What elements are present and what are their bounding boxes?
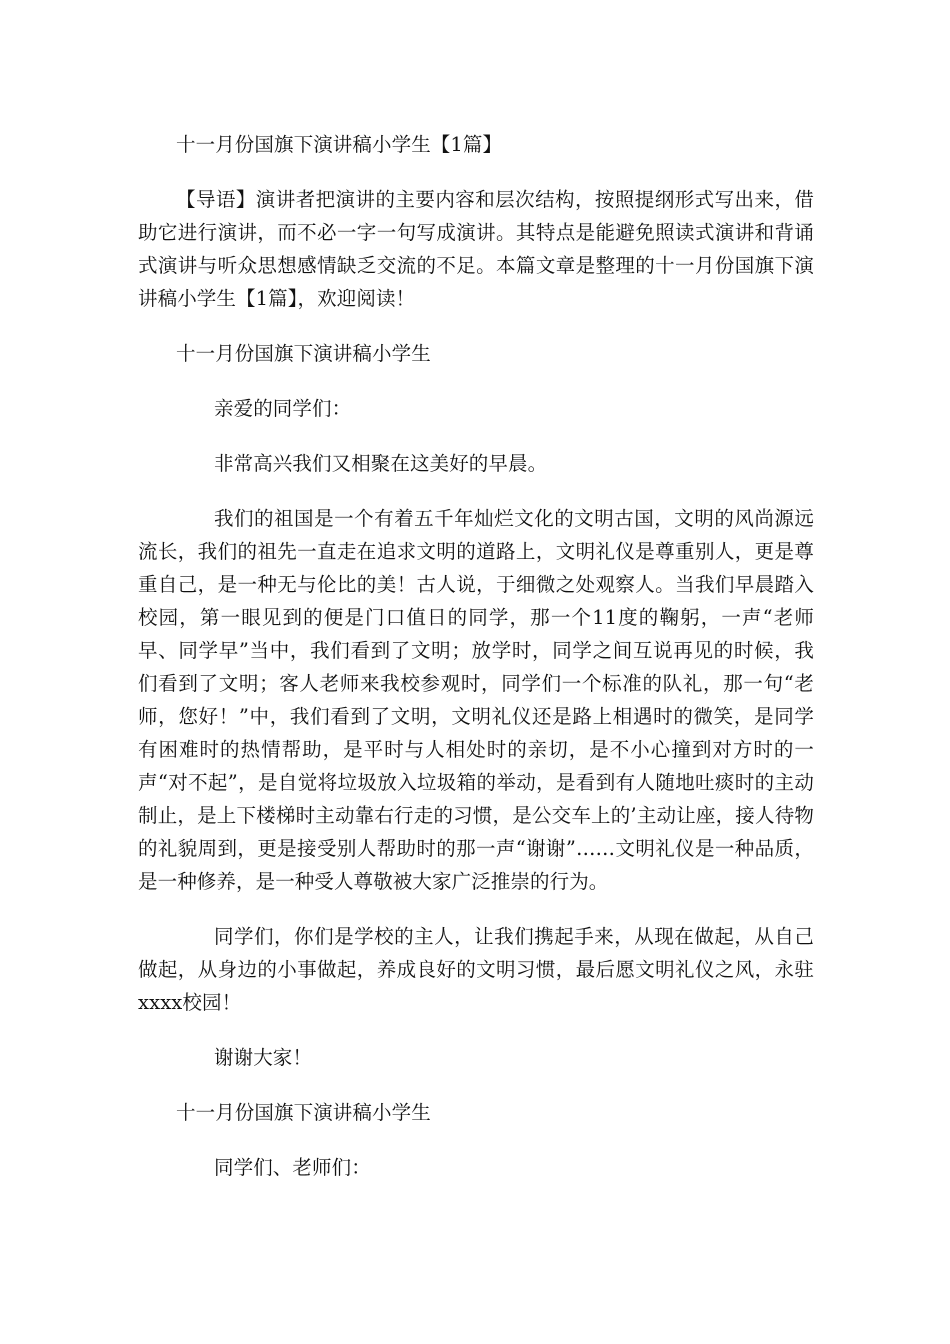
thanks-line: 谢谢大家！ [214,1046,313,1069]
section-heading-2: 十一月份国旗下演讲稿小学生 [176,1101,431,1124]
greeting: 亲爱的同学们： [214,397,352,420]
intro-paragraph: 【导语】演讲者把演讲的主要内容和层次结构，按照提纲形式写出来，借助它进行演讲，而不必一字一句写成演讲。其特点是能避免照读式演讲和背诵式演讲与听众思想感情缺乏交流的不足。本篇文章是整理的十一月份国旗下演讲稿小学生【1篇】，欢迎阅读！ [138,188,814,310]
section-heading: 十一月份国旗下演讲稿小学生 [176,342,431,365]
closing-paragraph: 同学们，你们是学校的主人，让我们携起手来，从现在做起，从自己做起，从身边的小事做起，养成良好的文明习惯，最后愿文明礼仪之风，永驻xxxx校园！ [138,925,814,1014]
body-paragraph: 我们的祖国是一个有着五千年灿烂文化的文明古国，文明的风尚源远流长，我们的祖先一直走在追求文明的道路上，文明礼仪是尊重别人，更是尊重自己，是一种无与伦比的美！古人说，于细微之处观察人。当我们早晨踏入校园，第一眼见到的便是门口值日的同学，那一个11度的鞠躬，一声“老师早、同学早”当中，我们看到了文明；放学时，同学之间互说再见的时候，我们看到了文明；客人老师来我校参观时，同学们一个标准的队礼，那一句“老师，您好！”中，我们看到了文明，文明礼仪还是路上相遇时的微笑，是同学有困难时的热情帮助，是平时与人相处时的亲切，是不小心撞到对方时的一声“对不起”，是自觉将垃圾放入垃圾箱的举动，是看到有人随地吐痰时的主动制止，是上下楼梯时主动靠右行走的习惯，是公交车上的’主动让座，接人待物的礼貌周到，更是接受别人帮助时的那一声“谢谢”……文明礼仪是一种品质，是一种修养，是一种受人尊敬被大家广泛推崇的行为。 [138,507,814,893]
document-title: 十一月份国旗下演讲稿小学生【1篇】 [176,133,503,156]
document-page [138,128,814,1184]
opening-line: 非常高兴我们又相聚在这美好的早晨。 [214,452,548,475]
greeting-2: 同学们、老师们： [214,1156,371,1179]
